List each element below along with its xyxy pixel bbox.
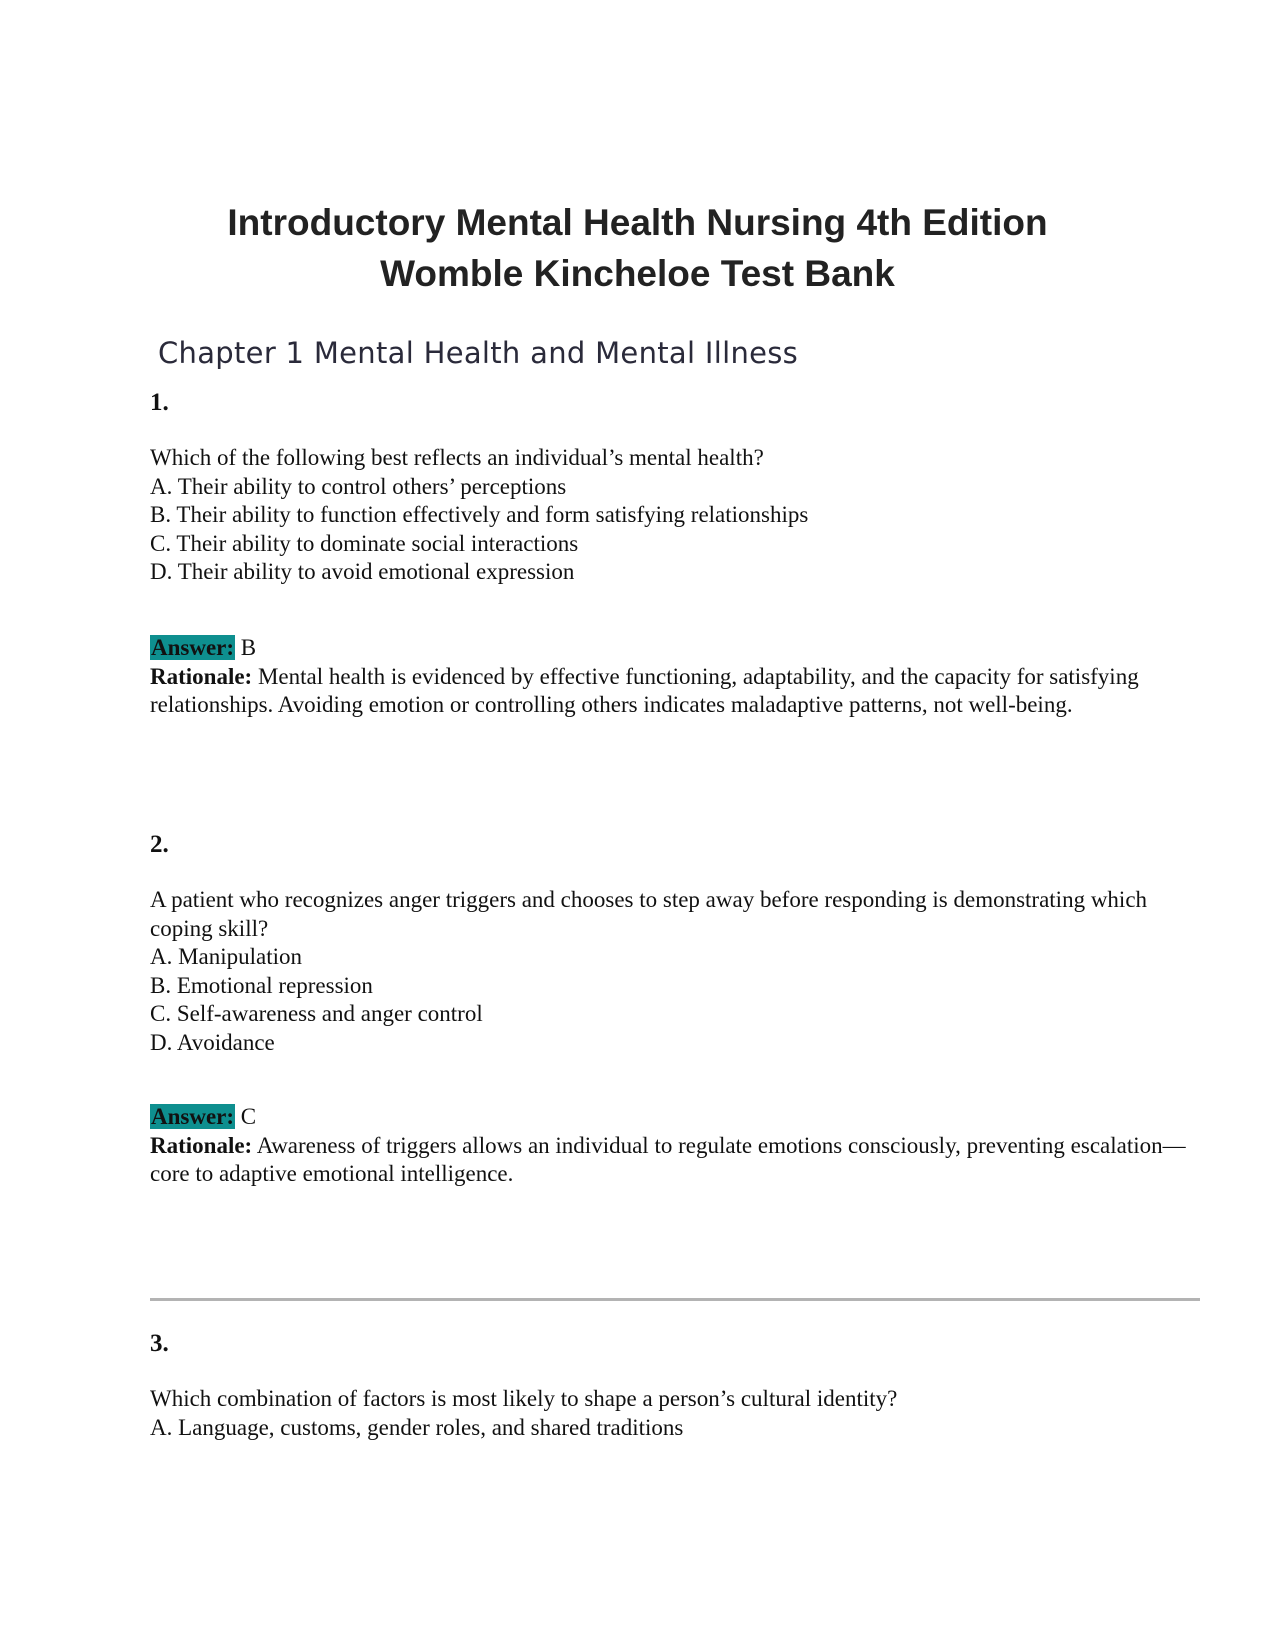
chapter-heading: Chapter 1 Mental Health and Mental Illness	[158, 336, 799, 370]
question-3-option-a: A. Language, customs, gender roles, and shared traditions	[150, 1414, 684, 1440]
section-divider	[150, 1298, 1200, 1301]
question-1-option-a: A. Their ability to control others’ perceptions	[150, 473, 567, 499]
question-2-answer	[150, 1103, 1200, 1132]
rationale-label: Rationale:	[150, 1132, 253, 1158]
question-2-stem: A patient who recognizes anger triggers and chooses to step away before responding is demonstrating which coping skill?	[150, 887, 1148, 941]
answer-label: Answer:	[151, 1104, 235, 1129]
question-2-option-a: A. Manipulation	[150, 944, 303, 970]
answer-value: B	[235, 635, 257, 660]
rationale-text: Awareness of triggers allows an individual to regulate emotions consciously, preventing escalation—core to adaptive emotional intelligence.	[150, 1132, 1186, 1187]
question-2-option-b: B. Emotional repression	[150, 972, 373, 998]
question-1-option-d: D. Their ability to avoid emotional expression	[150, 559, 575, 585]
answer-value: C	[235, 1104, 257, 1129]
rationale-label: Rationale:	[150, 663, 253, 689]
question-2-answer-block	[150, 1103, 1200, 1189]
question-3-number: 3.	[150, 1330, 169, 1357]
question-1-answer-block	[150, 634, 1200, 720]
question-1-answer	[150, 634, 1200, 663]
question-1-rationale	[150, 663, 1200, 720]
rationale-text: Mental health is evidenced by effective functioning, adaptability, and the capacity for satisfying relationships. Avoiding emotion or controlling others indicates maladaptive patterns, not well-being.	[150, 663, 1139, 718]
question-2-option-d: D. Avoidance	[150, 1029, 275, 1055]
title-line-1: Introductory Mental Health Nursing 4th Edition	[227, 202, 1048, 243]
question-3-body	[150, 1385, 1200, 1442]
question-1-number: 1.	[150, 389, 169, 416]
question-1-stem: Which of the following best reflects an individual’s mental health?	[150, 445, 764, 470]
title-line-2: Womble Kincheloe Test Bank	[380, 253, 895, 294]
document-title	[0, 197, 1275, 299]
question-2-body	[150, 886, 1200, 1058]
question-2-number: 2.	[150, 831, 169, 858]
question-1-option-b: B. Their ability to function effectively and form satisfying relationships	[150, 502, 809, 528]
question-1-body	[150, 444, 1200, 587]
question-3-stem: Which combination of factors is most likely to shape a person’s cultural identity?	[150, 1386, 898, 1411]
question-2-rationale	[150, 1132, 1200, 1189]
question-2-option-c: C. Self-awareness and anger control	[150, 1001, 483, 1027]
answer-label: Answer:	[151, 635, 235, 660]
question-1-option-c: C. Their ability to dominate social interactions	[150, 530, 579, 556]
